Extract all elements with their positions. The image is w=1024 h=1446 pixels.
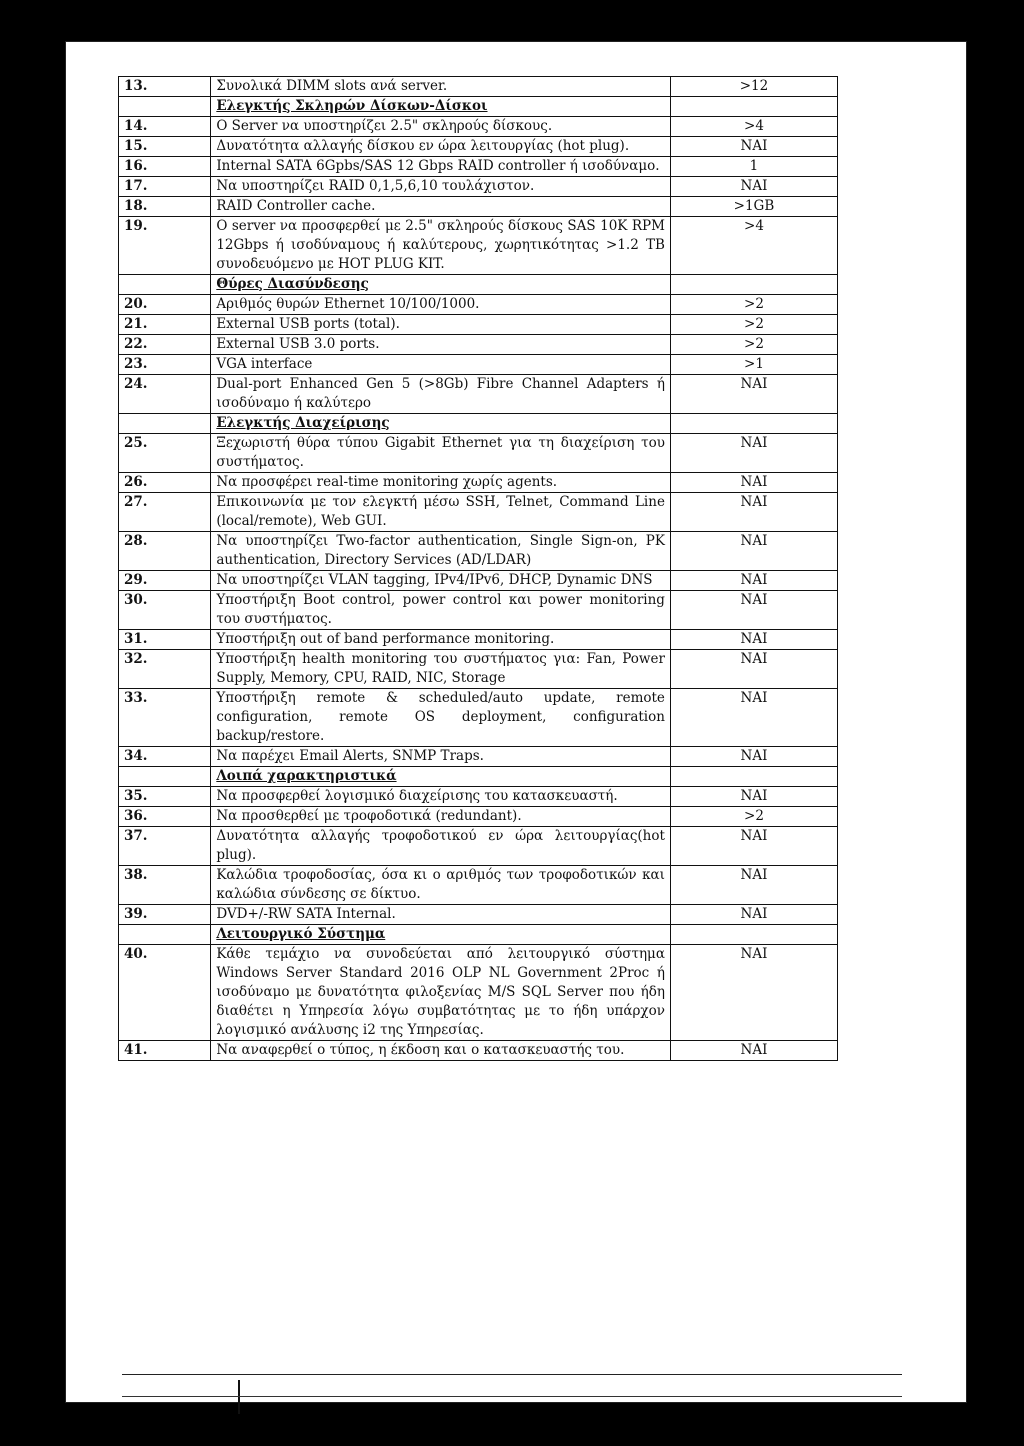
table-row [119, 571, 838, 591]
document-page [66, 42, 966, 1402]
item-number: 22. [119, 335, 211, 355]
section-num-cell [119, 97, 211, 117]
item-requirement: 1 [670, 157, 837, 177]
section-header-row [119, 767, 838, 787]
item-requirement: ΝΑΙ [670, 945, 837, 1041]
item-requirement: >12 [670, 77, 837, 97]
table-row [119, 434, 838, 473]
item-description: External USB 3.0 ports. [211, 335, 671, 355]
item-number: 27. [119, 493, 211, 532]
item-number: 39. [119, 905, 211, 925]
item-description: Δυνατότητα αλλαγής τροφοδοτικού εν ώρα λειτουργίας(hot plug). [211, 827, 671, 866]
item-number: 17. [119, 177, 211, 197]
item-number: 15. [119, 137, 211, 157]
item-number: 31. [119, 630, 211, 650]
item-requirement: ΝΑΙ [670, 747, 837, 767]
item-requirement: ΝΑΙ [670, 473, 837, 493]
item-description: Υποστήριξη health monitoring του συστήματος για: Fan, Power Supply, Memory, CPU, RAID, NIC, Storage [211, 650, 671, 689]
item-description: Να προσθερθεί με τροφοδοτικά (redundant). [211, 807, 671, 827]
item-requirement: ΝΑΙ [670, 571, 837, 591]
table-row [119, 591, 838, 630]
item-number: 40. [119, 945, 211, 1041]
table-row [119, 117, 838, 137]
item-requirement: ΝΑΙ [670, 375, 837, 414]
item-description: Υποστήριξη remote & scheduled/auto update, remote configuration, remote OS deployment, configuration backup/restore. [211, 689, 671, 747]
section-value-cell [670, 97, 837, 117]
item-number: 38. [119, 866, 211, 905]
item-number: 20. [119, 295, 211, 315]
table-row [119, 375, 838, 414]
table-row [119, 827, 838, 866]
item-number: 29. [119, 571, 211, 591]
item-description: DVD+/-RW SATA Internal. [211, 905, 671, 925]
item-number: 26. [119, 473, 211, 493]
table-row [119, 787, 838, 807]
item-requirement: ΝΑΙ [670, 866, 837, 905]
item-description: Να παρέχει Email Alerts, SNMP Traps. [211, 747, 671, 767]
table-row [119, 197, 838, 217]
table-row [119, 315, 838, 335]
table-row [119, 177, 838, 197]
item-number: 23. [119, 355, 211, 375]
item-description: Επικοινωνία με τον ελεγκτή μέσω SSH, Telnet, Command Line (local/remote), Web GUI. [211, 493, 671, 532]
item-number: 14. [119, 117, 211, 137]
item-description: Ξεχωριστή θύρα τύπου Gigabit Ethernet για τη διαχείριση του συστήματος. [211, 434, 671, 473]
item-requirement: >1 [670, 355, 837, 375]
item-number: 13. [119, 77, 211, 97]
item-description: Καλώδια τροφοδοσίας, όσα κι ο αριθμός των τροφοδοτικών και καλώδια σύνδεσης σε δίκτυο. [211, 866, 671, 905]
section-value-cell [670, 414, 837, 434]
item-requirement: >4 [670, 117, 837, 137]
item-requirement: ΝΑΙ [670, 827, 837, 866]
table-row [119, 866, 838, 905]
item-description: External USB ports (total). [211, 315, 671, 335]
table-row [119, 157, 838, 177]
section-value-cell [670, 275, 837, 295]
item-number: 34. [119, 747, 211, 767]
section-header-row [119, 275, 838, 295]
item-requirement: ΝΑΙ [670, 630, 837, 650]
item-number: 25. [119, 434, 211, 473]
footer-rule-bottom [122, 1396, 902, 1397]
section-header-row [119, 97, 838, 117]
section-header-row [119, 414, 838, 434]
item-requirement: >2 [670, 807, 837, 827]
item-description: Dual-port Enhanced Gen 5 (>8Gb) Fibre Channel Adapters ή ισοδύναμο ή καλύτερο [211, 375, 671, 414]
table-row [119, 335, 838, 355]
item-number: 37. [119, 827, 211, 866]
item-number: 24. [119, 375, 211, 414]
item-description: Internal SATA 6Gpbs/SAS 12 Gbps RAID controller ή ισοδύναμο. [211, 157, 671, 177]
footer-rule-top [122, 1374, 902, 1375]
item-requirement: ΝΑΙ [670, 493, 837, 532]
item-requirement: >1GB [670, 197, 837, 217]
item-description: Υποστήριξη Boot control, power control και power monitoring του συστήματος. [211, 591, 671, 630]
specification-table [118, 76, 838, 1061]
table-row [119, 217, 838, 275]
item-requirement: >4 [670, 217, 837, 275]
item-description: Υποστήριξη out of band performance monitoring. [211, 630, 671, 650]
item-description: VGA interface [211, 355, 671, 375]
item-requirement: ΝΑΙ [670, 650, 837, 689]
section-title: Θύρες Διασύνδεσης [211, 275, 671, 295]
item-description: O Server να υποστηρίζει 2.5" σκληρούς δίσκους. [211, 117, 671, 137]
item-number: 32. [119, 650, 211, 689]
item-requirement: ΝΑΙ [670, 434, 837, 473]
table-row [119, 689, 838, 747]
table-row [119, 807, 838, 827]
table-row [119, 905, 838, 925]
table-row [119, 295, 838, 315]
table-row [119, 77, 838, 97]
item-requirement: ΝΑΙ [670, 137, 837, 157]
item-number: 16. [119, 157, 211, 177]
item-description: Να αναφερθεί ο τύπος, η έκδοση και ο κατασκευαστής του. [211, 1041, 671, 1061]
item-number: 28. [119, 532, 211, 571]
section-num-cell [119, 767, 211, 787]
table-row [119, 630, 838, 650]
item-requirement: ΝΑΙ [670, 532, 837, 571]
item-description: Κάθε τεμάχιο να συνοδεύεται από λειτουργικό σύστημα Windows Server Standard 2016 OLP NL Government 2Proc ή ισοδύναμο με δυνατότητα φιλοξενίας M/S SQL Server που ήδη διαθέτει η Υπηρεσία λόγω συμβατότητας με το ήδη υπάρχον λογισμικό ανάλυσης i2 της Υπηρεσίας. [211, 945, 671, 1041]
specification-table-body [119, 77, 838, 1061]
item-requirement: ΝΑΙ [670, 689, 837, 747]
table-row [119, 137, 838, 157]
table-row [119, 1041, 838, 1061]
section-num-cell [119, 275, 211, 295]
section-title: Ελεγκτής Διαχείρισης [211, 414, 671, 434]
item-requirement: ΝΑΙ [670, 787, 837, 807]
table-row [119, 473, 838, 493]
item-number: 41. [119, 1041, 211, 1061]
section-header-row [119, 925, 838, 945]
section-value-cell [670, 767, 837, 787]
section-title: Λειτουργικό Σύστημα [211, 925, 671, 945]
item-number: 19. [119, 217, 211, 275]
item-description: Συνολικά DIMM slots ανά server. [211, 77, 671, 97]
section-title: Λοιπά χαρακτηριστικά [211, 767, 671, 787]
item-number: 30. [119, 591, 211, 630]
section-title: Ελεγκτής Σκληρών Δίσκων-Δίσκοι [211, 97, 671, 117]
item-requirement: ΝΑΙ [670, 591, 837, 630]
item-number: 18. [119, 197, 211, 217]
item-requirement: ΝΑΙ [670, 905, 837, 925]
item-description: O server να προσφερθεί με 2.5" σκληρούς δίσκους SAS 10K RPM 12Gbps ή ισοδύναμους ή καλύτερους, χωρητικότητας >1.2 TB συνοδευόμενο με HOT PLUG KIT. [211, 217, 671, 275]
footer-mark [238, 1380, 240, 1414]
item-number: 36. [119, 807, 211, 827]
table-row [119, 355, 838, 375]
item-description: Να προσφερθεί λογισμικό διαχείρισης του κατασκευαστή. [211, 787, 671, 807]
item-description: Αριθμός θυρών Ethernet 10/100/1000. [211, 295, 671, 315]
table-row [119, 945, 838, 1041]
item-number: 33. [119, 689, 211, 747]
item-requirement: >2 [670, 295, 837, 315]
item-description: Να προσφέρει real-time monitoring χωρίς agents. [211, 473, 671, 493]
table-row [119, 747, 838, 767]
section-num-cell [119, 925, 211, 945]
item-requirement: ΝΑΙ [670, 1041, 837, 1061]
table-row [119, 532, 838, 571]
item-requirement: ΝΑΙ [670, 177, 837, 197]
item-description: RAID Controller cache. [211, 197, 671, 217]
item-requirement: >2 [670, 335, 837, 355]
item-description: Δυνατότητα αλλαγής δίσκου εν ώρα λειτουργίας (hot plug). [211, 137, 671, 157]
section-value-cell [670, 925, 837, 945]
item-description: Να υποστηρίζει RAID 0,1,5,6,10 τουλάχιστον. [211, 177, 671, 197]
table-row [119, 650, 838, 689]
item-description: Να υποστηρίζει VLAN tagging, IPv4/IPv6, DHCP, Dynamic DNS [211, 571, 671, 591]
table-row [119, 493, 838, 532]
item-description: Να υποστηρίζει Two-factor authentication, Single Sign-on, PK authentication, Directory Services (AD/LDAR) [211, 532, 671, 571]
item-number: 35. [119, 787, 211, 807]
item-requirement: >2 [670, 315, 837, 335]
item-number: 21. [119, 315, 211, 335]
section-num-cell [119, 414, 211, 434]
